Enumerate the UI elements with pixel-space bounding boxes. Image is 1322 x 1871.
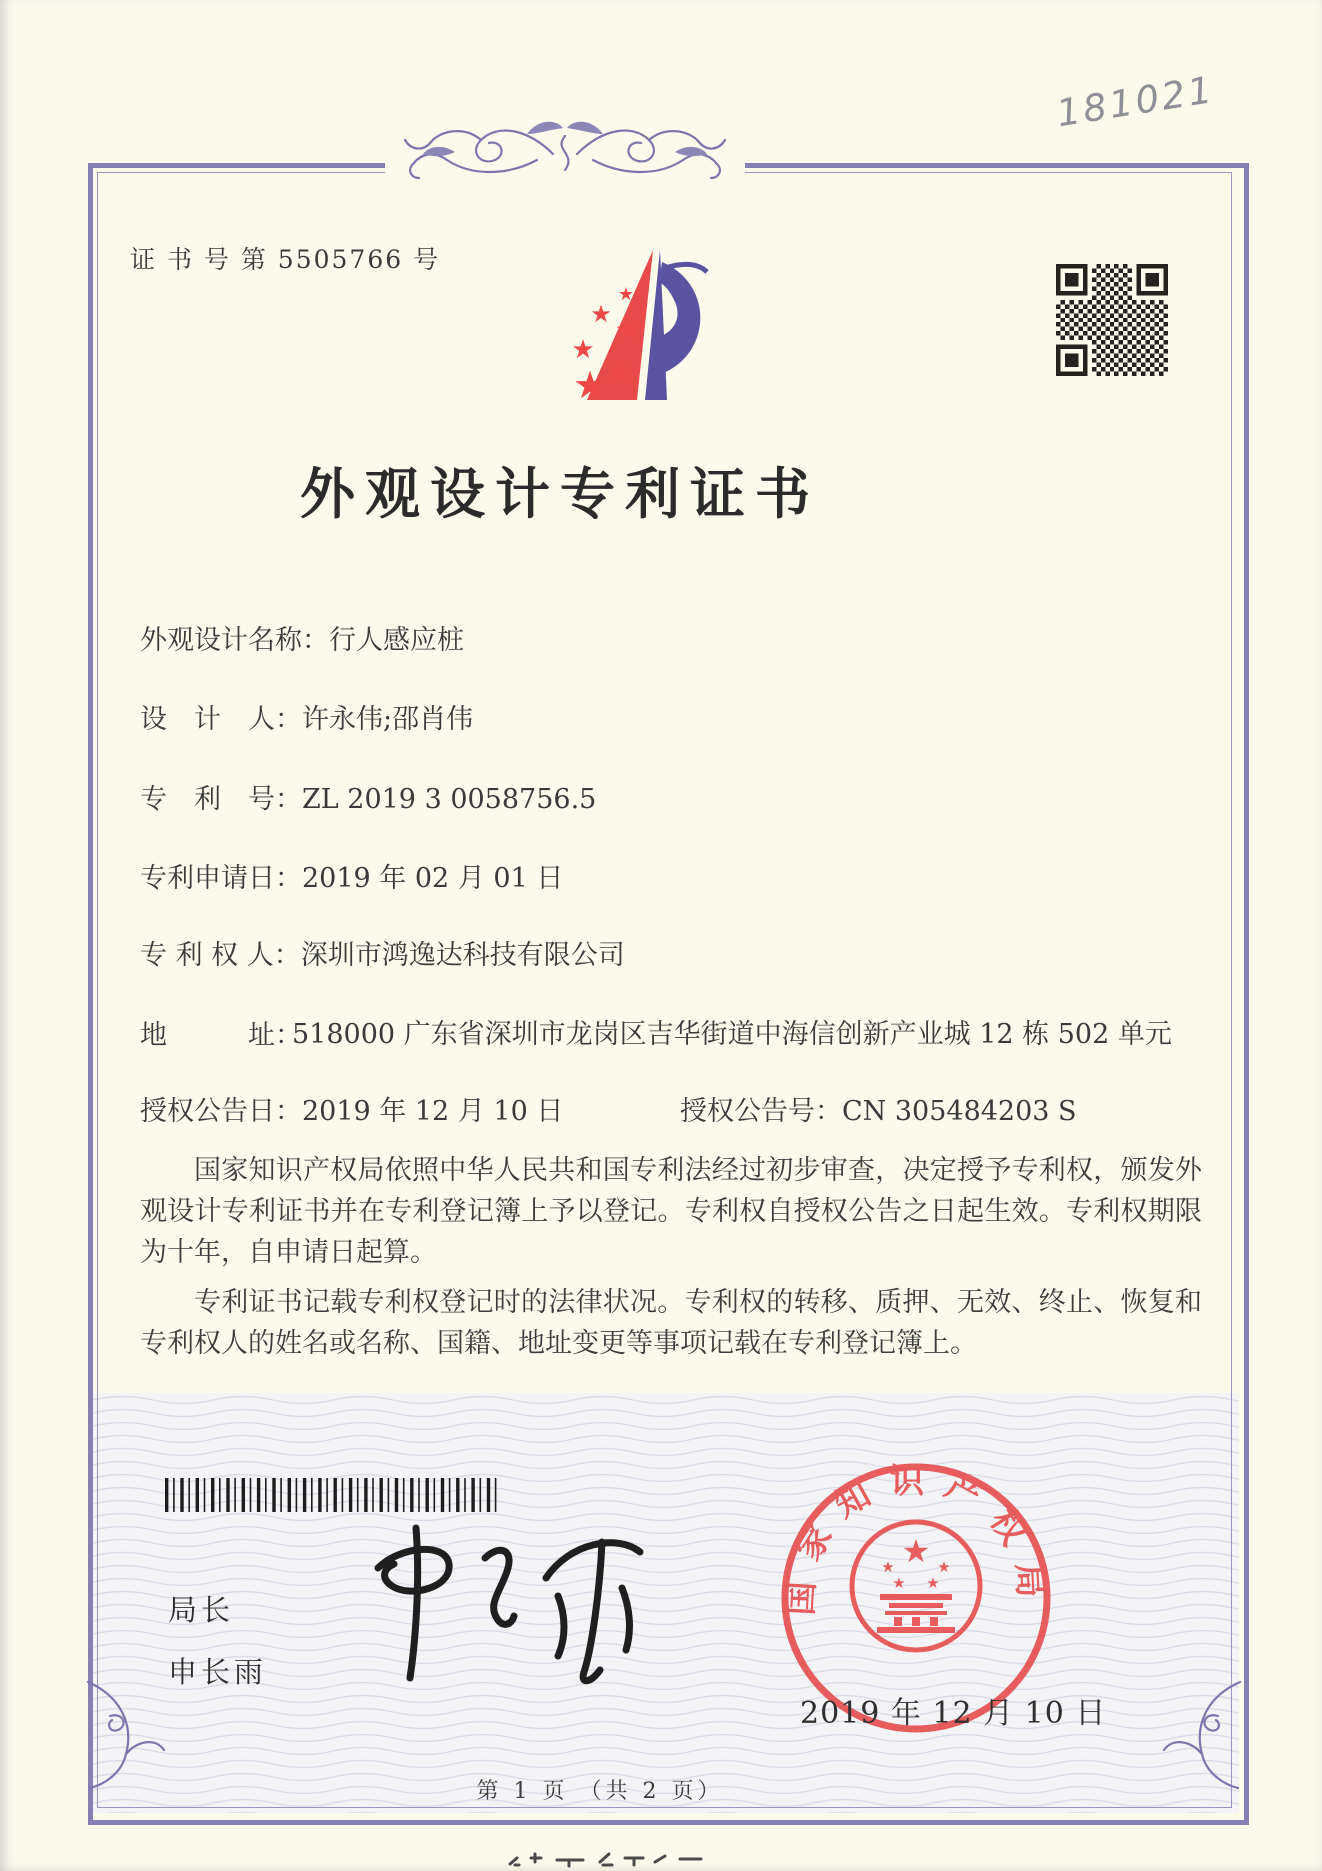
- top-border-flourish: [385, 108, 745, 204]
- bottom-left-flourish: [80, 1676, 170, 1796]
- page-title: 外观设计专利证书: [299, 461, 820, 526]
- svg-text:★: ★: [881, 1558, 895, 1576]
- svg-text:★: ★: [617, 284, 635, 305]
- legal-paragraph-2: 专利证书记载专利权登记时的法律状况。专利权的转移、质押、无效、终止、恢复和专利权人的姓名或名称、国籍、地址变更等事项记载在专利登记簿上。: [140, 1287, 1202, 1359]
- field-row-patent-no: [140, 777, 596, 816]
- field-label: 设 计 人：: [140, 704, 302, 735]
- field-value: 深圳市鸿逸达科技有限公司: [300, 940, 625, 971]
- field-row-design-name: [140, 618, 464, 657]
- director-title: 局长: [168, 1593, 235, 1627]
- svg-text:★: ★: [614, 313, 642, 348]
- field-row-designer: [140, 697, 473, 736]
- bottom-right-flourish: [1158, 1676, 1248, 1796]
- seal-agency-text: 国家知识产权局: [780, 1461, 1052, 1617]
- field-row-grant-date: [140, 1089, 563, 1128]
- legal-text-block: [140, 1150, 1202, 1373]
- national-emblem-icon: [852, 1522, 980, 1650]
- svg-text:★: ★: [571, 335, 595, 365]
- field-row-grant-no: [680, 1089, 1077, 1128]
- cnipa-logo: [495, 200, 710, 410]
- field-label: 授权公告日：: [140, 1096, 302, 1127]
- svg-text:★: ★: [901, 1532, 931, 1570]
- director-name: 申长雨: [168, 1655, 268, 1689]
- svg-text:★: ★: [572, 363, 608, 407]
- field-value-address: 518000 广东省深圳市龙岗区吉华街道中海信创新产业城 12 栋 502 单元: [292, 1019, 1172, 1050]
- svg-text:★: ★: [937, 1558, 951, 1576]
- field-value: CN 305484203 S: [842, 1096, 1077, 1127]
- guilloche-wave-pattern: [93, 1393, 1239, 1813]
- field-label: 外观设计名称：: [140, 625, 329, 656]
- field-value: 许永伟;邵肖伟: [302, 704, 474, 735]
- field-value: 行人感应桩: [329, 625, 464, 656]
- field-value: 2019 年 02 月 01 日: [302, 863, 564, 894]
- field-label: 地 址：: [140, 1020, 302, 1051]
- footer-page-info: 第 1 页 （共 2 页）: [476, 1779, 724, 1804]
- svg-text:★: ★: [892, 1574, 906, 1592]
- field-label: 授权公告号：: [680, 1096, 842, 1127]
- field-row-address-label: [140, 1013, 302, 1052]
- field-value: ZL 2019 3 0058756.5: [302, 784, 597, 815]
- svg-text:★: ★: [603, 351, 635, 391]
- certificate-number: 证 书 号 第 5505766 号: [130, 245, 441, 274]
- cutoff-text-fragment: [505, 1850, 715, 1868]
- field-label: 专 利 权 人：: [140, 940, 301, 971]
- qr-code: [1056, 264, 1168, 376]
- handwritten-note: 181021: [1053, 67, 1218, 136]
- logo-stars: [571, 284, 641, 407]
- field-row-filing-date: [140, 856, 563, 895]
- field-label: 专 利 号：: [140, 784, 302, 815]
- svg-text:★: ★: [926, 1574, 940, 1592]
- field-value: 2019 年 12 月 10 日: [302, 1096, 564, 1127]
- field-label: 专利申请日：: [140, 863, 302, 894]
- barcode: [165, 1478, 503, 1512]
- svg-text:★: ★: [590, 300, 612, 328]
- legal-paragraph-1: 国家知识产权局依照中华人民共和国专利法经过初步审查，决定授予专利权，颁发外观设计专利证书并在专利登记簿上予以登记。专利权自授权公告之日起生效。专利权期限为十年，自申请日起算。: [140, 1155, 1202, 1268]
- seal-date: 2019 年 12 月 10 日: [800, 1696, 1107, 1731]
- field-row-patentee: [140, 933, 625, 972]
- director-signature: [350, 1516, 662, 1706]
